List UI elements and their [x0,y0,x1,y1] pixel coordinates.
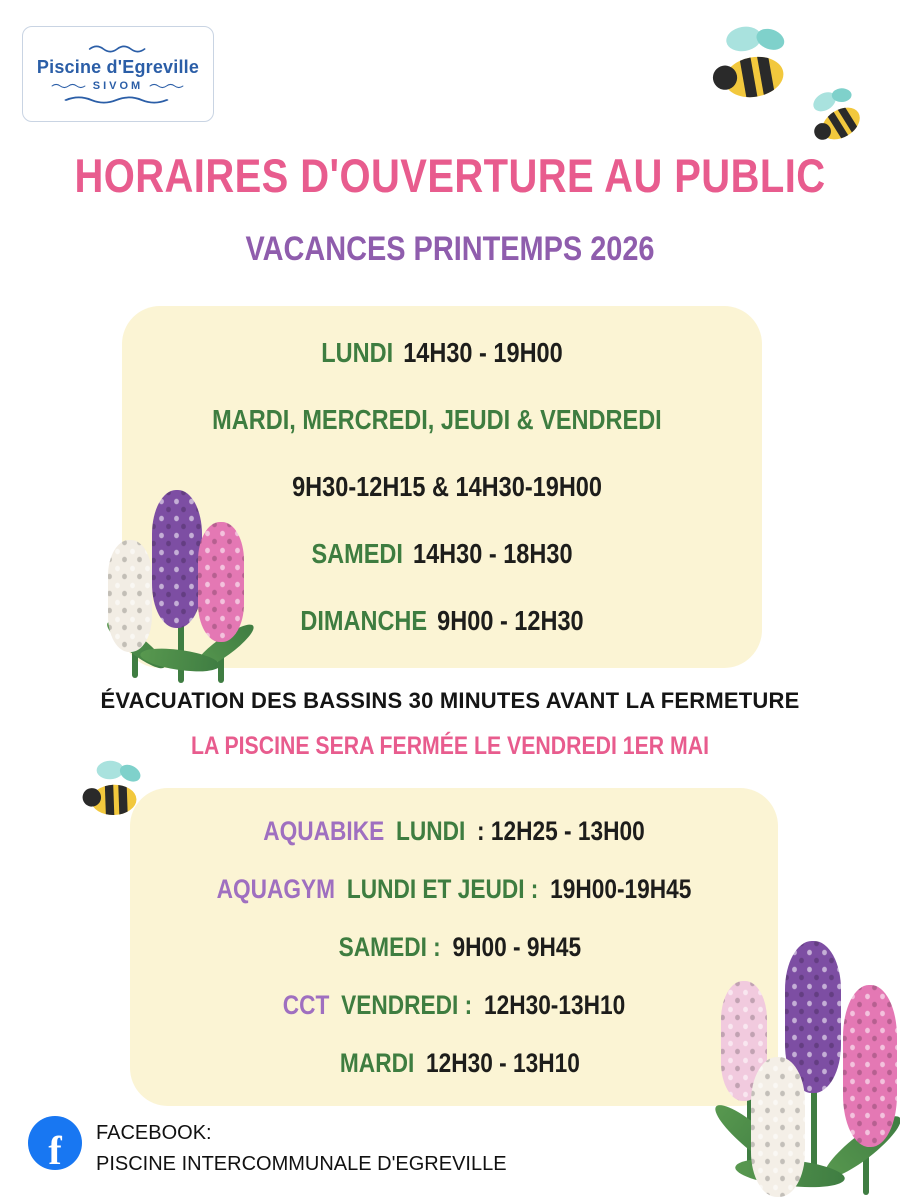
day-label: MARDI [339,1047,415,1078]
logo-subtitle: SIVOM [92,79,144,92]
logo-sivom-row [51,80,185,92]
hyacinth-flowers-right [705,935,900,1199]
time-value: 9H00 - 9H45 [452,931,582,962]
logo-wave-top-icon [83,43,153,55]
bee-small-right-icon [793,78,882,158]
time-value: 14H30 - 19H00 [403,337,563,369]
time-value: 19H00-19H45 [550,873,692,904]
pool-logo [22,26,214,122]
activity-label: CCT [282,989,330,1020]
evacuation-notice: ÉVACUATION DES BASSINS 30 MINUTES AVANT LA FERMETURE [100,688,800,713]
day-label: SAMEDI : [338,931,441,962]
activity-label: AQUAGYM [216,873,336,904]
activity-line [190,816,718,847]
day-label: SAMEDI [311,537,403,569]
logo-wave-bottom-icon [63,94,173,106]
logo-wave-left-icon [51,81,87,91]
facebook-label: FACEBOOK: [96,1122,212,1144]
day-label: LUNDI ET JEUDI : [346,873,539,904]
facebook-info [96,1118,507,1180]
page-subtitle: VACANCES PRINTEMPS 2026 [245,230,655,268]
time-value: 9H30-12H15 & 14H30-19H00 [292,470,602,502]
time-value: 14H30 - 18H30 [413,537,573,569]
hyacinth-flowers-left [100,478,275,693]
closure-notice: LA PISCINE SERA FERMÉE LE VENDREDI 1ER MAI [191,732,709,760]
activity-line [190,932,718,963]
hyacinth-purple [152,490,202,628]
hyacinth-pink [198,522,244,642]
activity-line [190,990,718,1021]
hyacinth-white [108,540,152,652]
facebook-icon: f [28,1116,82,1170]
activity-label: AQUABIKE [263,815,385,846]
day-label: VENDREDI : [341,989,473,1020]
time-value: 9H00 - 12H30 [437,604,584,636]
day-label: LUNDI [321,337,394,369]
time-value: : 12H25 - 13H00 [477,815,645,846]
time-value: 12H30 - 13H10 [426,1047,580,1078]
time-value: 12H30-13H10 [483,989,626,1020]
logo-title: Piscine d'Egreville [36,56,200,77]
day-label: LUNDI [395,815,466,846]
activities-schedule-box [130,788,778,1106]
page-title: HORAIRES D'OUVERTURE AU PUBLIC [74,149,826,202]
hyacinth-pink [843,985,897,1147]
activity-line [190,874,718,905]
schedule-line [182,337,703,369]
facebook-page-name: PISCINE INTERCOMMUNALE D'EGREVILLE [96,1153,507,1175]
day-label: DIMANCHE [300,604,428,636]
logo-wave-right-icon [149,81,185,91]
hyacinth-white [751,1057,805,1197]
schedule-line [182,404,703,436]
day-label: MARDI, MERCREDI, JEUDI & VENDREDI [212,404,662,436]
activity-line [190,1048,718,1079]
